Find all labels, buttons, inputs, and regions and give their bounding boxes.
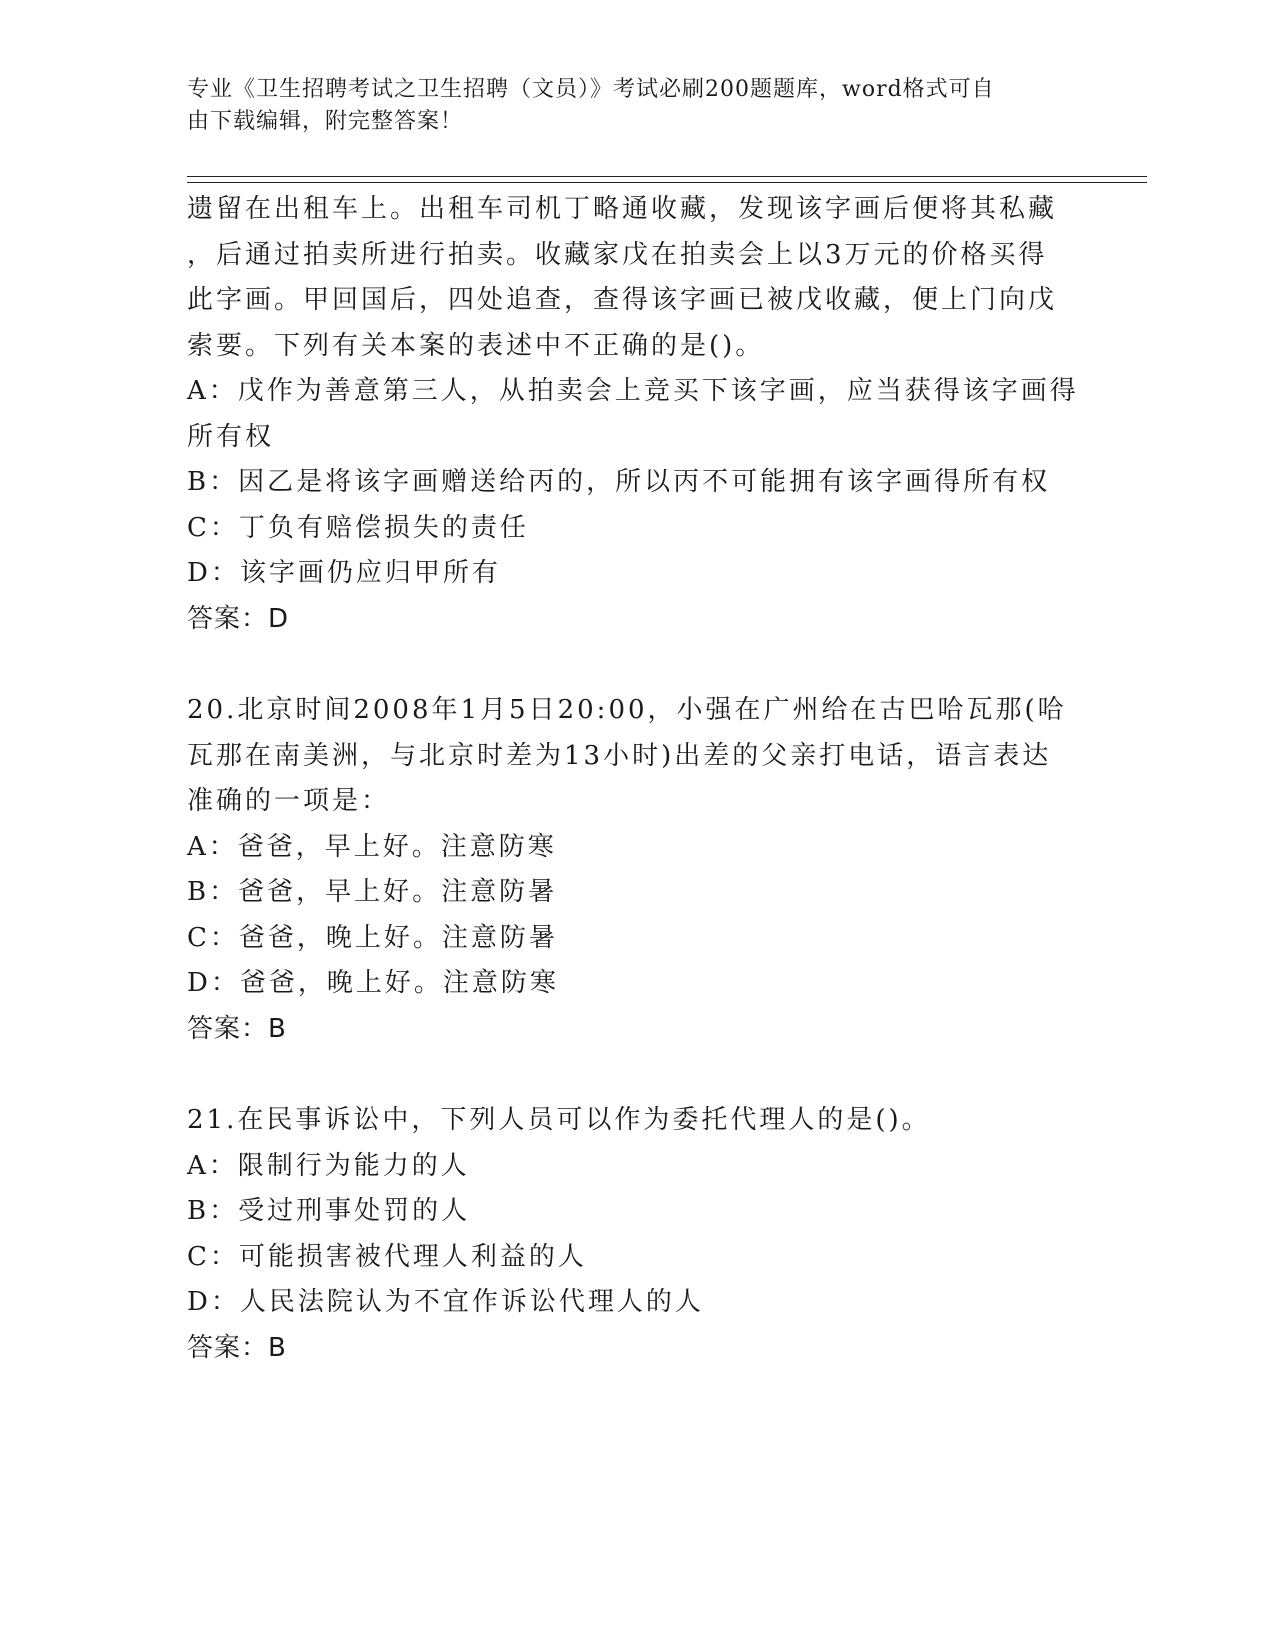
- header-line-2: 由下载编辑，附完整答案！: [187, 109, 464, 134]
- question-text-line: 此字画。甲回国后，四处追查，查得该字画已被戊收藏，便上门向戊: [187, 285, 1058, 315]
- question-19: [187, 187, 1087, 642]
- answer: 答案：B: [187, 1013, 287, 1044]
- option-b: B：因乙是将该字画赠送给丙的，所以丙不可能拥有该字画得所有权: [187, 467, 1051, 497]
- question-text-line: 瓦那在南美洲，与北京时差为13小时)出差的父亲打电话，语言表达: [187, 740, 1052, 771]
- question-text-line: 准确的一项是：: [187, 786, 391, 816]
- spacer: [187, 1052, 1087, 1098]
- question-text-line: 索要。下列有关本案的表述中不正确的是()。: [187, 330, 765, 361]
- option-d: D：爸爸，晚上好。注意防寒: [187, 968, 559, 998]
- option-b: B：受过刑事处罚的人: [187, 1196, 471, 1226]
- question-text-line: 20.北京时间2008年1月5日20:00，小强在广州给在古巴哈瓦那(哈: [187, 695, 1067, 725]
- option-c: C：丁负有赔偿损失的责任: [187, 512, 529, 543]
- option-b: B：爸爸，早上好。注意防暑: [187, 877, 558, 907]
- spacer: [187, 642, 1087, 688]
- question-20: [187, 688, 1087, 1052]
- option-d: D：人民法院认为不宜作诉讼代理人的人: [187, 1287, 704, 1317]
- option-c: C：可能损害被代理人利益的人: [187, 1241, 587, 1272]
- option-a: A：限制行为能力的人: [187, 1150, 470, 1181]
- document-header: [187, 74, 1067, 138]
- question-text-line: ，后通过拍卖所进行拍卖。收藏家戊在拍卖会上以3万元的价格买得: [187, 239, 1048, 270]
- question-text: 21.在民事诉讼中，下列人员可以作为委托代理人的是()。: [187, 1105, 931, 1135]
- header-line-1: 专业《卫生招聘考试之卫生招聘（文员）》考试必刷200题题库，word格式可自: [187, 77, 995, 102]
- answer: 答案：B: [187, 1332, 287, 1363]
- question-21: [187, 1098, 1087, 1371]
- option-c: C：爸爸，晚上好。注意防暑: [187, 922, 558, 953]
- option-d: D：该字画仍应归甲所有: [187, 558, 501, 588]
- option-a-continued: 所有权: [187, 421, 275, 452]
- option-a: A：戊作为善意第三人，从拍卖会上竞买下该字画，应当获得该字画得: [187, 376, 1079, 406]
- question-text-line: 遗留在出租车上。出租车司机丁略通收藏，发现该字画后便将其私藏: [187, 194, 1058, 224]
- header-divider-bottom: [187, 182, 1147, 183]
- document-body: [187, 187, 1087, 1371]
- header-divider-top: [187, 176, 1147, 177]
- option-a: A：爸爸，早上好。注意防寒: [187, 831, 557, 862]
- answer: 答案：D: [187, 603, 290, 634]
